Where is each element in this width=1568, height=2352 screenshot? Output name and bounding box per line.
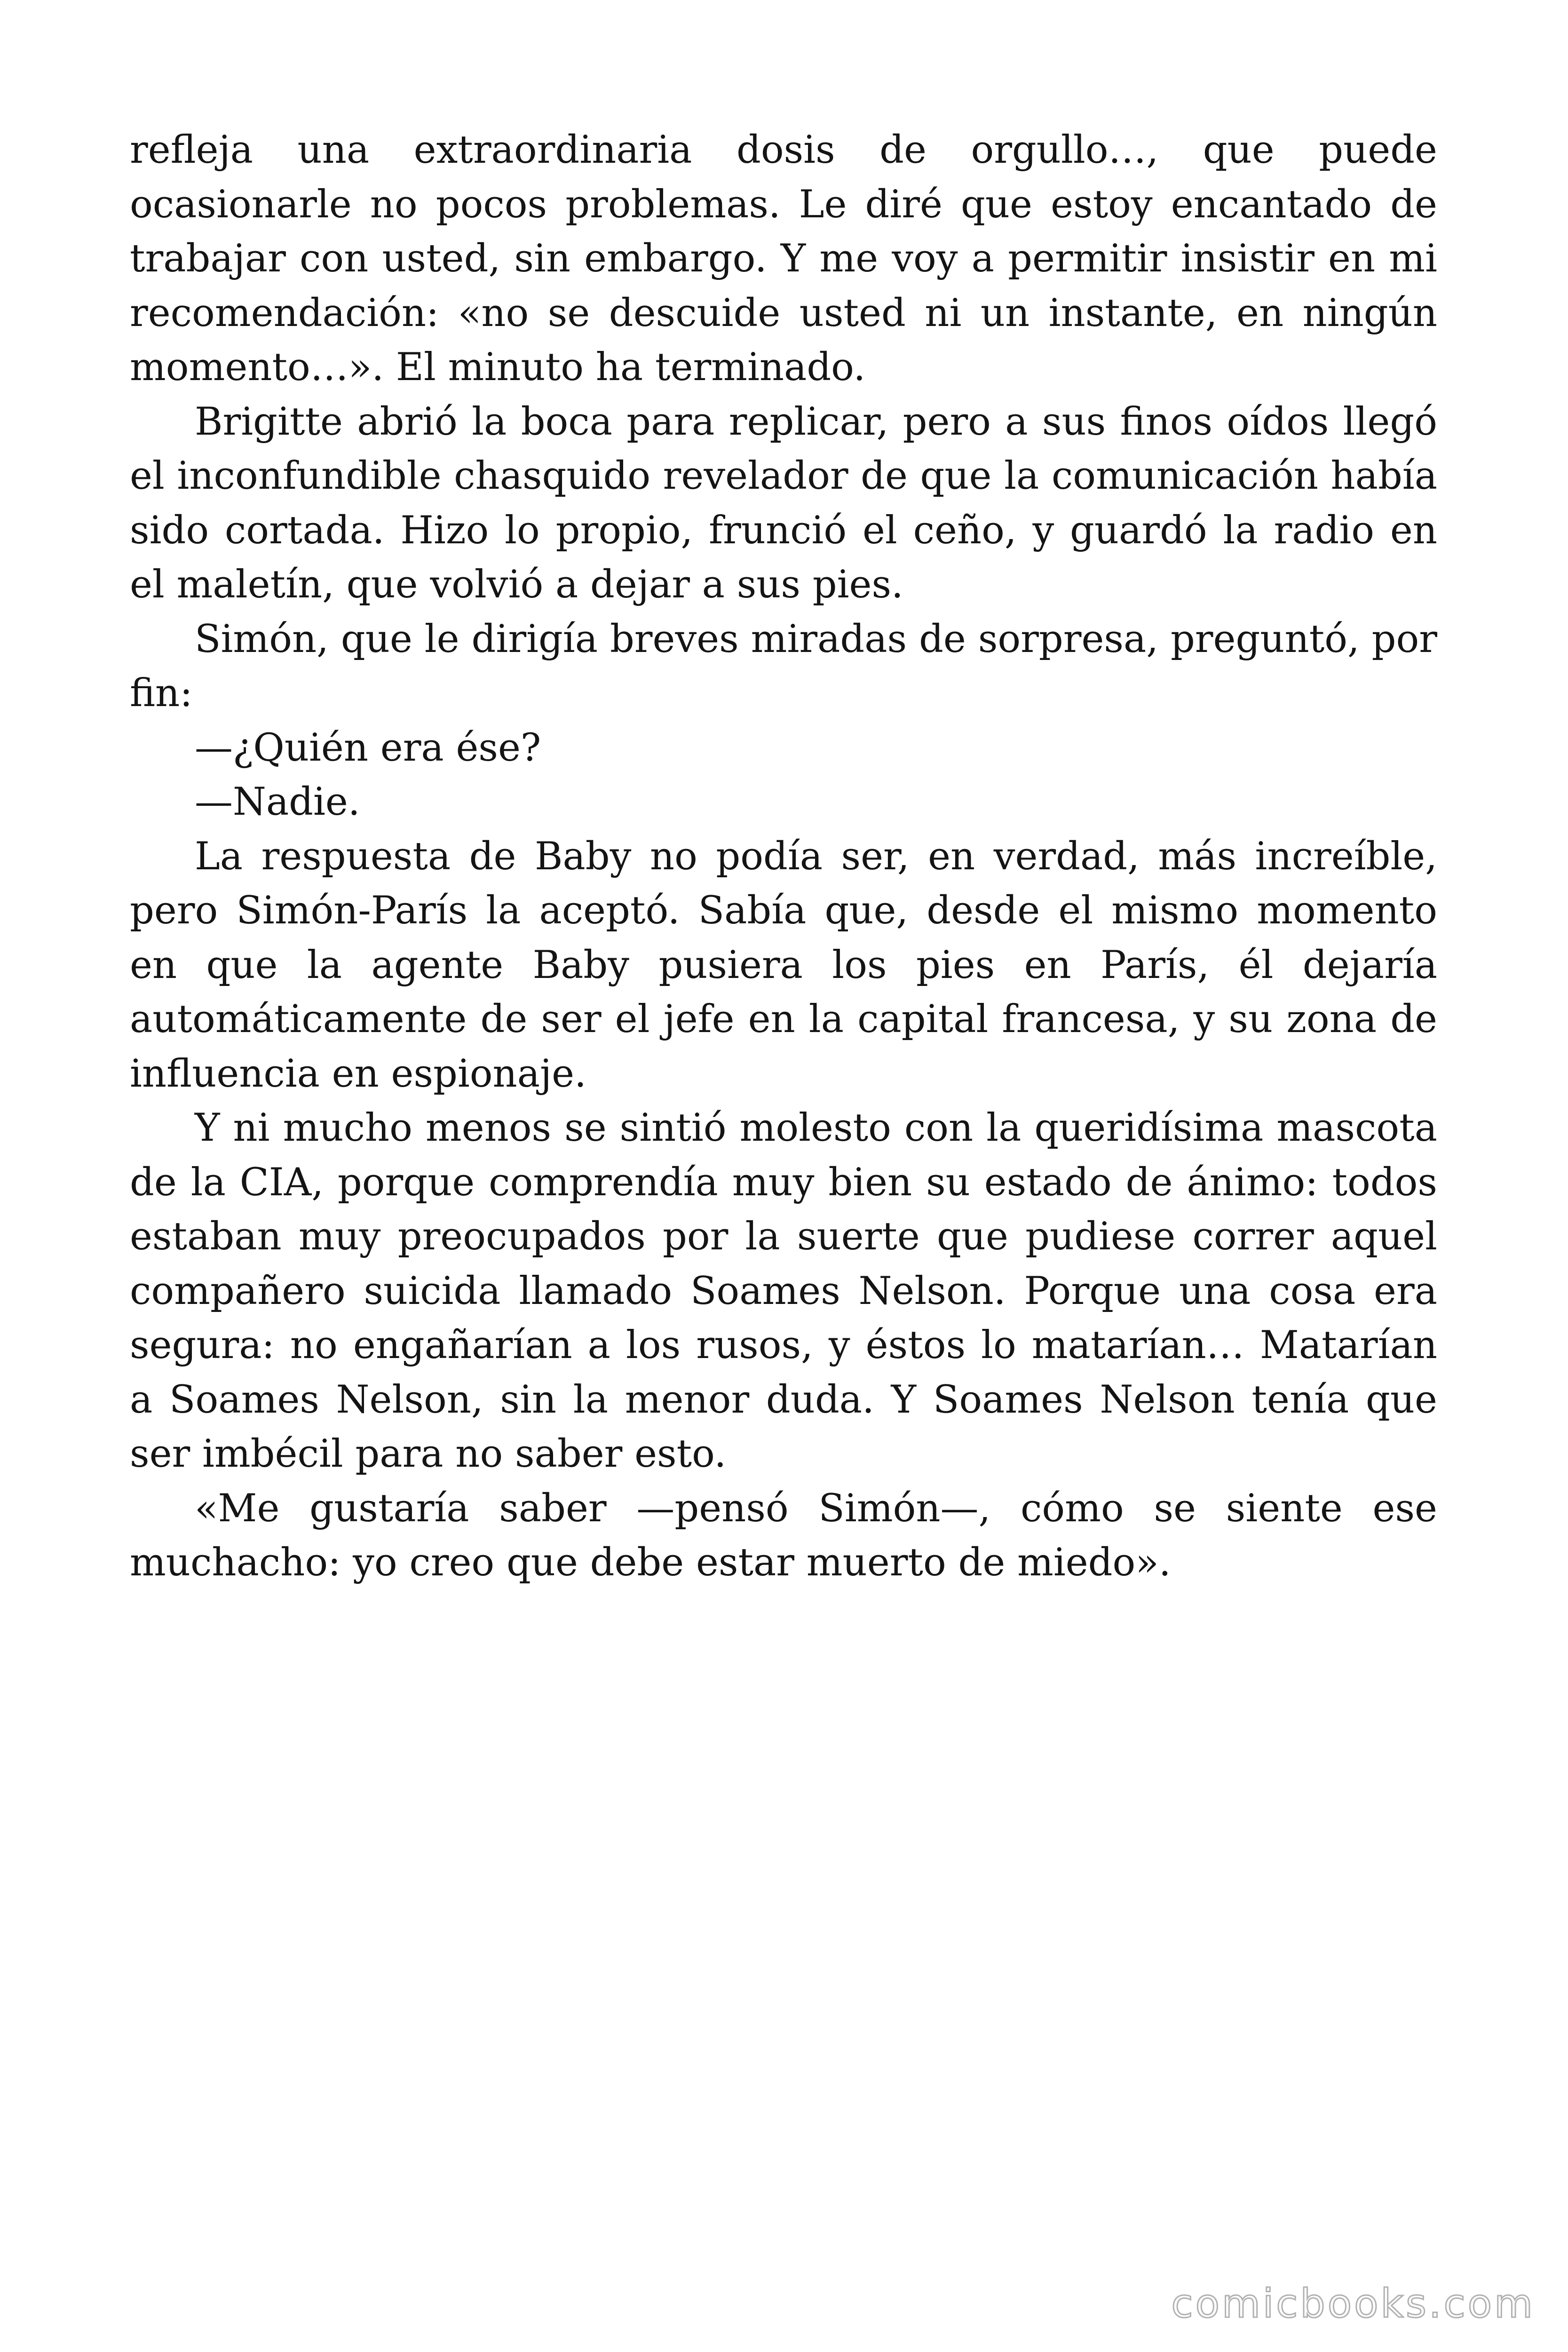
- body-text: [130, 123, 1437, 1590]
- paragraph-mascota-cia: Y ni mucho menos se sintió molesto con la queridísima mascota de la CIA, porque comprendía muy bien su estado de ánimo: todos estaban muy preocupados por la suerte que pudiese correr aquel compañero suicida llamado Soames Nelson. Porque una cosa era segura: no engañarían a los rusos, y éstos lo matarían… Matarían a Soames Nelson, sin la menor duda. Y Soames Nelson tenía que ser imbécil para no saber esto.: [130, 1106, 1437, 1476]
- paragraph-continuation: refleja una extraordinaria dosis de orgullo…, que puede ocasionarle no pocos problemas. Le diré que estoy encantado de trabajar con usted, sin embargo. Y me voy a permitir insistir en mi recomendación: «no se descuide usted ni un instante, en ningún momento…». El minuto ha terminado.: [130, 128, 1437, 389]
- paragraph-simon-pregunta: Simón, que le dirigía breves miradas de sorpresa, preguntó, por fin:: [130, 617, 1437, 715]
- dialogue-nadie: —Nadie.: [195, 780, 360, 824]
- paragraph-pensamiento-simon: «Me gustaría saber —pensó Simón—, cómo se siente ese muchacho: yo creo que debe estar muerto de miedo».: [130, 1486, 1437, 1585]
- paragraph-respuesta-baby: La respuesta de Baby no podía ser, en verdad, más increíble, pero Simón-París la aceptó. Sabía que, desde el mismo momento en que la agente Baby pusiera los pies en París, él dejaría automáticamente de ser el jefe en la capital francesa, y su zona de influencia en espionaje.: [130, 834, 1437, 1096]
- paragraph-brigitte-replica: Brigitte abrió la boca para replicar, pero a sus finos oídos llegó el inconfundible chasquido revelador de que la comunicación había sido cortada. Hizo lo propio, frunció el ceño, y guardó la radio en el maletín, que volvió a dejar a sus pies.: [130, 399, 1437, 607]
- dialogue-quien-era: —¿Quién era ése?: [195, 725, 541, 770]
- watermark-logo: comicbooks.com: [1171, 2280, 1535, 2327]
